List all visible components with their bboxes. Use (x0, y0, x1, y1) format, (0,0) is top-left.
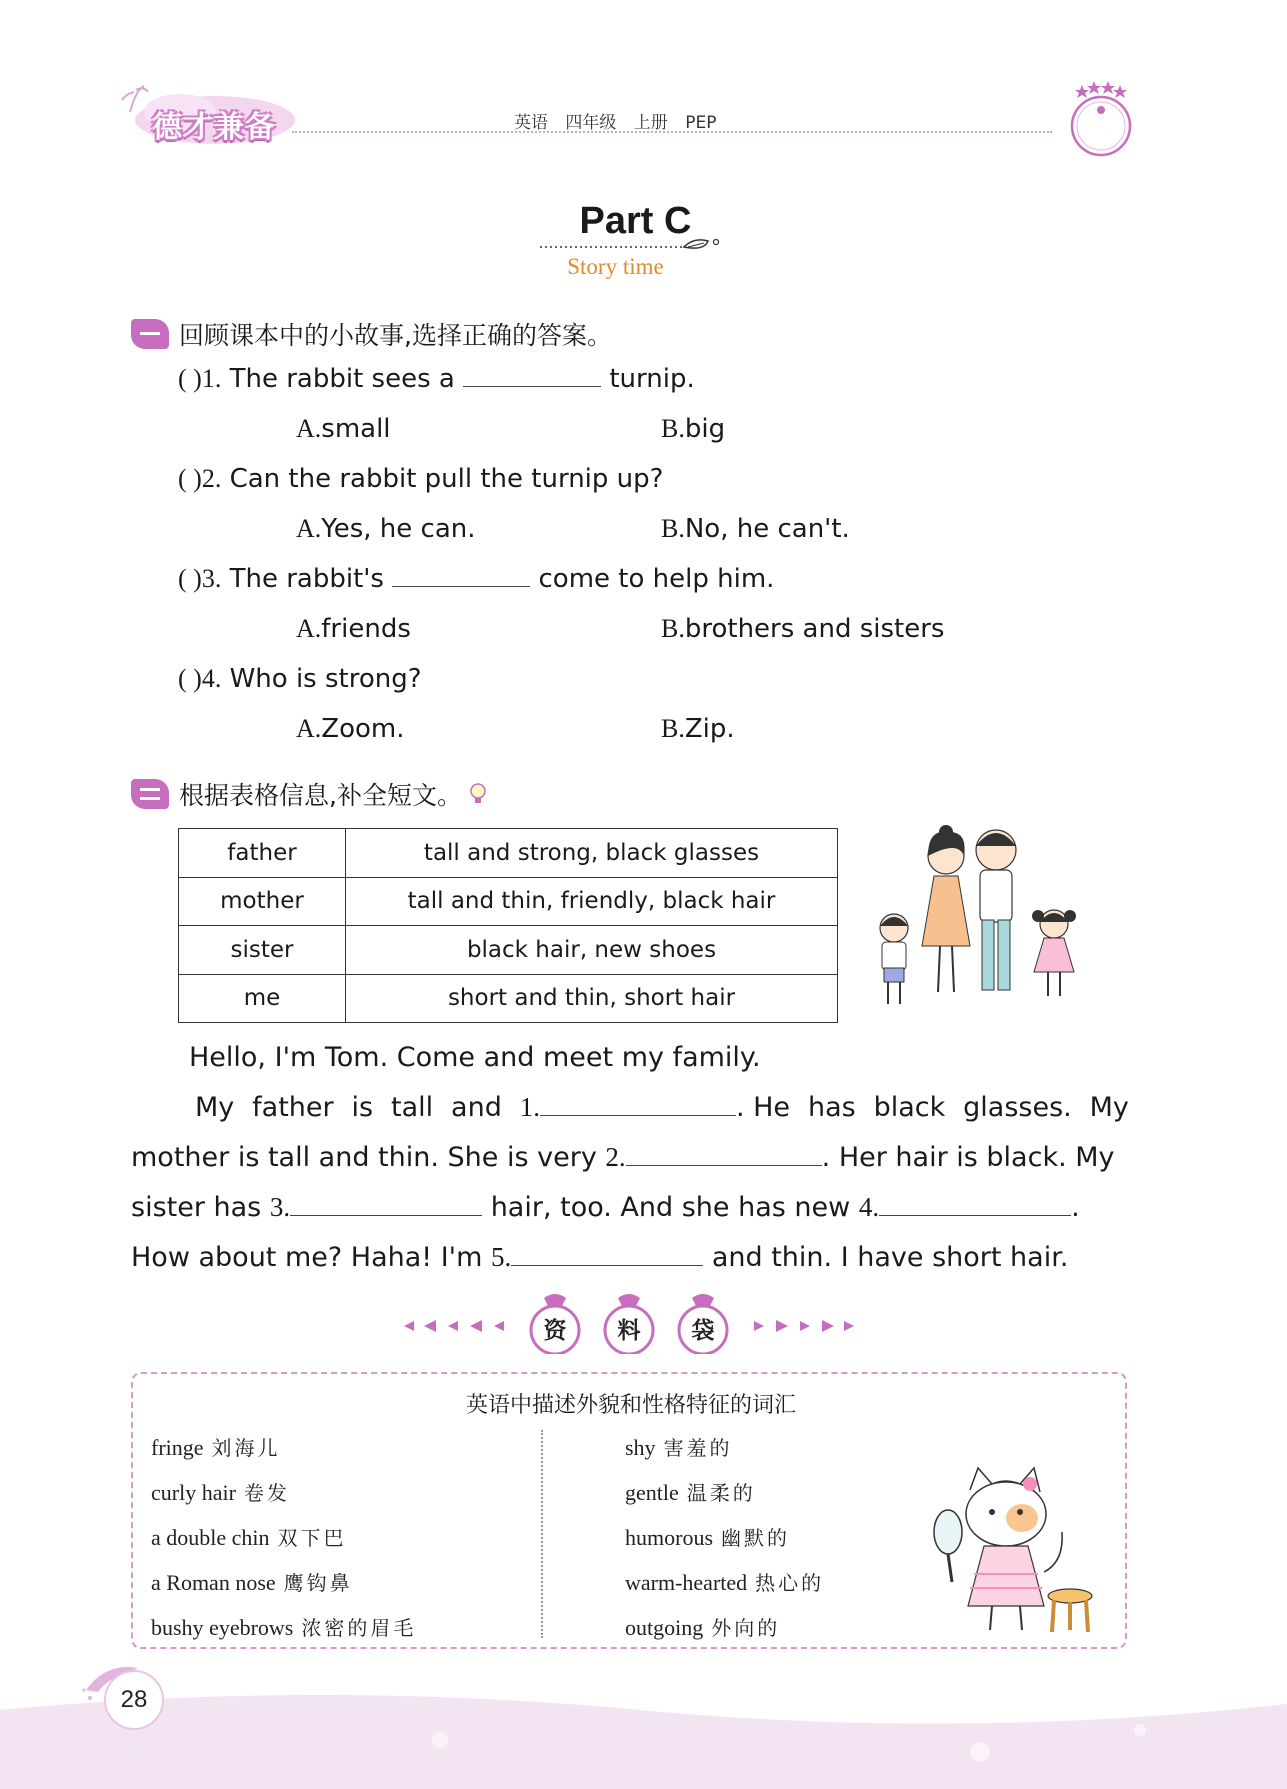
fill-blank[interactable] (463, 365, 601, 387)
table-cell-description: black hair, new shoes (346, 926, 838, 975)
section-2-badge (131, 779, 169, 809)
footer-wave (0, 1680, 1287, 1789)
table-cell-person: sister (179, 926, 346, 975)
section-1-badge (131, 319, 169, 349)
brand-text: 德才兼备 (152, 110, 276, 145)
option-b[interactable]: B.Zip. (661, 714, 735, 744)
author-seal-icon (1062, 78, 1140, 164)
vocabulary-divider (541, 1430, 543, 1638)
passage-blank-3[interactable] (290, 1194, 482, 1216)
table-row (179, 829, 838, 878)
table-row (179, 877, 838, 926)
vocab-item: shy 害羞的 (625, 1435, 733, 1460)
option-a[interactable]: A.Zoom. (296, 714, 405, 744)
table-cell-description: tall and strong, black glasses (346, 829, 838, 878)
passage-blank-1[interactable] (540, 1094, 736, 1116)
passage-blank-5[interactable] (511, 1244, 703, 1266)
vocab-item: humorous 幽默的 (625, 1525, 790, 1550)
answer-bracket[interactable]: ( ) (178, 664, 202, 693)
header-divider (292, 131, 1052, 133)
question-4: ( )4. Who is strong? (178, 664, 422, 694)
vocab-item: a Roman nose 鹰钩鼻 (151, 1570, 353, 1595)
vocab-item: gentle 温柔的 (625, 1480, 756, 1505)
family-info-table (178, 828, 838, 1023)
page-number: 28 (120, 1686, 148, 1713)
passage-blank-2[interactable] (626, 1144, 822, 1166)
fish-decoration-icon (400, 1316, 510, 1336)
passage-line-1: Hello, I'm Tom. Come and meet my family. (189, 1042, 761, 1073)
passage-line-3: mother is tall and thin. She is very 2. . Her hair is black. My (131, 1142, 1115, 1173)
table-cell-description: tall and thin, friendly, black hair (346, 877, 838, 926)
table-cell-person: me (179, 974, 346, 1023)
cat-with-mirror-illustration-icon (920, 1462, 1100, 1640)
option-b[interactable]: B.brothers and sisters (661, 614, 945, 644)
option-a[interactable]: A.small (296, 414, 391, 444)
vocab-item: fringe 刘海儿 (151, 1435, 281, 1460)
bag-label-2: 料 (617, 1318, 641, 1344)
answer-bracket[interactable]: ( ) (178, 364, 202, 393)
vocab-item: warm-hearted 热心的 (625, 1570, 825, 1595)
vocab-item: bushy eyebrows 浓密的眉毛 (151, 1615, 417, 1640)
question-2: ( )2. Can the rabbit pull the turnip up? (178, 464, 664, 494)
resource-bag-banner (400, 1292, 860, 1360)
section-2-heading (131, 776, 488, 812)
table-cell-person: father (179, 829, 346, 878)
answer-bracket[interactable]: ( ) (178, 464, 202, 493)
section-2-instruction: 根据表格信息,补全短文。 (179, 781, 462, 810)
passage-line-5: How about me? Haha! I'm 5. and thin. I have short hair. (131, 1242, 1069, 1273)
page-header (0, 0, 1287, 160)
fill-blank[interactable] (392, 565, 530, 587)
table-row (179, 926, 838, 975)
option-b[interactable]: B.big (661, 414, 726, 444)
fish-decoration-icon (748, 1316, 858, 1336)
lightbulb-icon (468, 782, 488, 806)
passage-line-2: My father is tall and 1. . He has black glasses. My (195, 1092, 1129, 1123)
option-a[interactable]: A.friends (296, 614, 411, 644)
vocab-item: outgoing 外向的 (625, 1615, 781, 1640)
part-subtitle: Story time (567, 254, 664, 279)
vocab-item: a double chin 双下巴 (151, 1525, 347, 1550)
part-title: Part C (579, 200, 692, 242)
section-1-instruction: 回顾课本中的小故事,选择正确的答案。 (179, 321, 612, 350)
question-3: ( )3. The rabbit's come to help him. (178, 564, 775, 594)
page-number-badge (104, 1670, 164, 1730)
vocabulary-title: 英语中描述外貌和性格特征的词汇 (465, 1393, 796, 1418)
passage-blank-4[interactable] (879, 1194, 1071, 1216)
table-cell-description: short and thin, short hair (346, 974, 838, 1023)
book-info: 英语 四年级 上册 PEP (514, 113, 717, 133)
section-1-heading (131, 316, 612, 352)
option-a[interactable]: A.Yes, he can. (296, 514, 476, 544)
vocab-item: curly hair 卷发 (151, 1480, 290, 1505)
family-illustration-icon (868, 820, 1088, 1020)
question-1: ( )1. The rabbit sees a turnip. (178, 364, 695, 394)
passage-line-4: sister has 3. hair, too. And she has new 4. . (131, 1192, 1080, 1223)
bag-label-3: 袋 (691, 1318, 715, 1344)
bag-label-1: 资 (543, 1318, 567, 1344)
table-cell-person: mother (179, 877, 346, 926)
answer-bracket[interactable]: ( ) (178, 564, 202, 593)
table-row (179, 974, 838, 1023)
option-b[interactable]: B.No, he can't. (661, 514, 850, 544)
